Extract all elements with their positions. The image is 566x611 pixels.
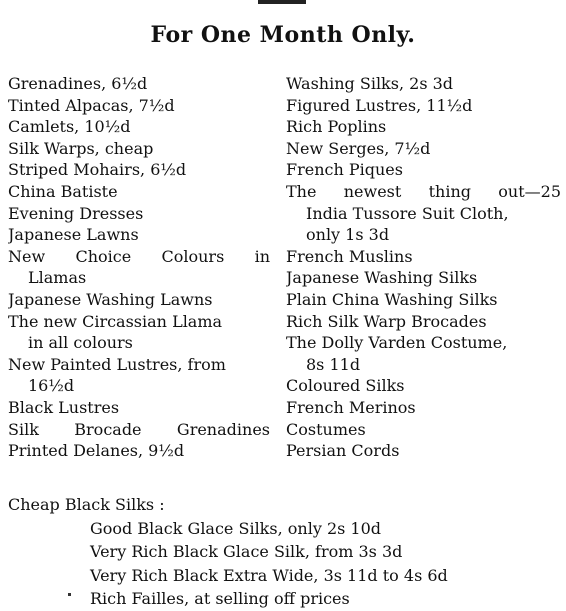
list-item: The Dolly Varden Costume,	[286, 333, 508, 353]
list-item-continuation: in all colours	[28, 333, 133, 353]
list-item: Striped Mohairs, 6½d	[8, 160, 187, 180]
list-item: Figured Lustres, 11½d	[286, 95, 473, 115]
list-item: Silk Brocade Grenadines	[8, 419, 270, 439]
list-item: Silk Warps, cheap	[8, 138, 154, 158]
top-rule-fragment	[258, 0, 306, 4]
list-item: Rich Failles, at selling off prices	[90, 589, 350, 608]
list-item: Black Lustres	[8, 397, 120, 417]
section-title: Cheap Black Silks :	[8, 495, 165, 514]
list-item: The new Circassian Llama	[8, 311, 223, 331]
page-heading: For One Month Only.	[150, 22, 416, 48]
list-item: Grenadines, 6½d	[8, 74, 148, 93]
list-item: Japanese Lawns	[8, 225, 139, 245]
list-item: Tinted Alpacas, 7½d	[8, 95, 175, 115]
list-item: New Serges, 7½d	[286, 138, 431, 158]
list-item: Japanese Washing Lawns	[8, 289, 213, 309]
list-item: Printed Delanes, 9½d	[8, 441, 185, 461]
list-item: Plain China Washing Silks	[286, 289, 498, 309]
list-item: Persian Cords	[286, 441, 400, 461]
list-item-continuation: only 1s 3d	[306, 225, 390, 245]
list-item: French Muslins	[286, 246, 413, 266]
list-item: Washing Silks, 2s 3d	[286, 74, 454, 93]
list-item: Very Rich Black Glace Silk, from 3s 3d	[90, 542, 403, 561]
list-item: Good Black Glace Silks, only 2s 10d	[90, 518, 382, 538]
list-item: Japanese Washing Silks	[286, 268, 478, 288]
list-item: Camlets, 10½d	[8, 117, 131, 137]
list-item: Evening Dresses	[8, 203, 144, 223]
list-item: Costumes	[286, 419, 366, 439]
list-item: Very Rich Black Extra Wide, 3s 11d to 4s 6d	[90, 565, 448, 585]
print-speck	[68, 593, 71, 596]
list-item: New Choice Colours in	[8, 246, 270, 266]
list-item: China Batiste	[8, 181, 118, 201]
list-item: French Piques	[286, 160, 403, 180]
list-item: Rich Silk Warp Brocades	[286, 311, 487, 331]
list-item-continuation: India Tussore Suit Cloth,	[306, 203, 509, 223]
list-item: French Merinos	[286, 397, 416, 417]
list-item: Coloured Silks	[286, 376, 405, 396]
list-item-continuation: Llamas	[28, 268, 87, 288]
cheap-black-silks-section	[8, 493, 564, 611]
right-column	[286, 73, 561, 462]
list-item-continuation: 16½d	[28, 376, 75, 396]
list-item: Rich Poplins	[286, 117, 387, 137]
list-item: New Painted Lustres, from	[8, 354, 226, 374]
list-item-continuation: 8s 11d	[306, 354, 361, 374]
list-item: The newest thing out—25	[286, 181, 561, 201]
left-column	[8, 73, 270, 462]
